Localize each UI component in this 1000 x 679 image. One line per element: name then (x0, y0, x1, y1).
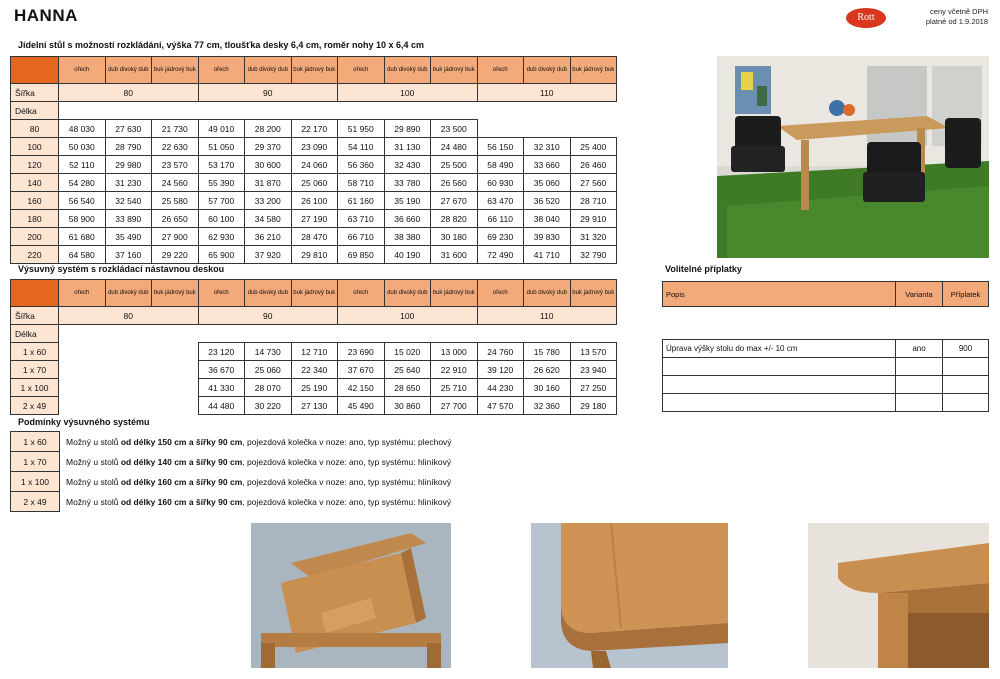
table1-price-cell: 28 200 (245, 120, 292, 138)
table1-price-cell: 48 030 (59, 120, 106, 138)
table2-width-value: 100 (338, 307, 478, 325)
table1-width-label: Šířka (11, 84, 59, 102)
table1-price-cell: 41 710 (524, 246, 571, 264)
table1-wood-header: buk jádrový buk (291, 57, 338, 84)
condition-row (11, 452, 454, 472)
table2-row (11, 397, 617, 415)
table1-length-value: 140 (11, 174, 59, 192)
table1-price-cell: 32 540 (105, 192, 152, 210)
table1-width-value: 110 (477, 84, 617, 102)
table2-wood-header: dub divoký dub (245, 280, 292, 307)
table1-price-cell: 58 490 (477, 156, 524, 174)
table2-price-cell (59, 343, 106, 361)
table2-price-cell: 42 150 (338, 379, 385, 397)
table2-length-value: 2 x 49 (11, 397, 59, 415)
table2-wood-header: dub divoký dub (524, 280, 571, 307)
table1-row (11, 174, 617, 192)
dining-table-price-table (10, 56, 617, 264)
table1-price-cell: 25 500 (431, 156, 478, 174)
table1-price-cell: 63 470 (477, 192, 524, 210)
table1-price-cell: 36 520 (524, 192, 571, 210)
table1-price-cell: 25 400 (570, 138, 617, 156)
condition-row (11, 472, 454, 492)
optional-extras-table (662, 281, 989, 412)
table1-wood-header: dub divoký dub (245, 57, 292, 84)
table1-price-cell: 58 900 (59, 210, 106, 228)
table2-wood-header: buk jádrový buk (431, 280, 478, 307)
table1-price-cell: 69 850 (338, 246, 385, 264)
table1-price-cell: 52 110 (59, 156, 106, 174)
condition-code: 1 x 70 (11, 452, 60, 472)
table1-price-cell: 54 110 (338, 138, 385, 156)
table2-wood-header: ořech (198, 280, 245, 307)
table2-width-label: Šířka (11, 307, 59, 325)
table1-price-cell: 56 150 (477, 138, 524, 156)
table1-row (11, 156, 617, 174)
table2-wood-header: ořech (338, 280, 385, 307)
condition-pre: Možný u stolů (66, 496, 121, 507)
table1-row (11, 192, 617, 210)
condition-pre: Možný u stolů (66, 436, 121, 447)
table2-width-value: 110 (477, 307, 617, 325)
table1-price-cell: 65 900 (198, 246, 245, 264)
table2-price-cell: 25 710 (431, 379, 478, 397)
table2-price-cell: 30 220 (245, 397, 292, 415)
table1-price-cell: 72 490 (477, 246, 524, 264)
table2-price-cell: 27 130 (291, 397, 338, 415)
table1-price-cell: 28 820 (431, 210, 478, 228)
table1-width-value: 100 (338, 84, 478, 102)
table1-price-cell: 33 890 (105, 210, 152, 228)
table1-price-cell: 38 040 (524, 210, 571, 228)
table2-price-cell: 27 700 (431, 397, 478, 415)
table1-price-cell: 37 160 (105, 246, 152, 264)
optional-title: Volitelné příplatky (665, 264, 742, 274)
table2-price-cell: 27 250 (570, 379, 617, 397)
table1-price-cell: 33 200 (245, 192, 292, 210)
table2-wood-header: ořech (59, 280, 106, 307)
table1-price-cell: 29 810 (291, 246, 338, 264)
condition-text (60, 432, 454, 452)
table1-price-cell: 55 390 (198, 174, 245, 192)
opt-header-varianta: Varianta (896, 282, 943, 307)
table1-wood-header: buk jádrový buk (431, 57, 478, 84)
table2-price-cell: 13 000 (431, 343, 478, 361)
table1-price-cell: 27 670 (431, 192, 478, 210)
rott-logo: Rott (846, 8, 886, 28)
table2-price-cell: 23 690 (338, 343, 385, 361)
condition-post: , pojezdová kolečka v noze: ano, typ systému: hliníkový (242, 476, 452, 487)
table2-wood-header: buk jádrový buk (291, 280, 338, 307)
table2-price-cell: 24 760 (477, 343, 524, 361)
prices-note-line-2: platné od 1.9.2018 (925, 17, 988, 26)
table1-wood-header: ořech (477, 57, 524, 84)
table1-price-cell: 30 180 (431, 228, 478, 246)
condition-bold: od délky 160 cm a šířky 90 cm (120, 496, 243, 507)
condition-post: , pojezdová kolečka v noze: ano, typ systému: plechový (242, 436, 452, 447)
table1-row (11, 228, 617, 246)
table1-length-value: 100 (11, 138, 59, 156)
table1-price-cell: 30 600 (245, 156, 292, 174)
table2-price-cell: 14 730 (245, 343, 292, 361)
prices-note (898, 7, 988, 27)
table1-price-cell: 31 130 (384, 138, 431, 156)
conditions-table (10, 431, 454, 512)
table1-price-cell: 29 980 (105, 156, 152, 174)
condition-row (11, 492, 454, 512)
condition-text (60, 492, 454, 512)
table2-price-cell: 32 360 (524, 397, 571, 415)
table1-price-cell (570, 120, 617, 138)
table1-price-cell: 32 430 (384, 156, 431, 174)
table1-price-cell: 58 710 (338, 174, 385, 192)
extension-mechanism-photo (251, 523, 451, 668)
table2-price-cell (59, 379, 106, 397)
table2-wood-header: buk jádrový buk (152, 280, 199, 307)
condition-bold: od délky 160 cm a šířky 90 cm (120, 476, 243, 487)
opt-row (663, 394, 989, 412)
table-corner-photo (808, 523, 989, 668)
table2-price-cell: 13 570 (570, 343, 617, 361)
table1-length-value: 180 (11, 210, 59, 228)
table1-price-cell: 27 630 (105, 120, 152, 138)
table1-wood-header: ořech (198, 57, 245, 84)
table1-price-cell: 50 030 (59, 138, 106, 156)
table1-price-cell: 66 110 (477, 210, 524, 228)
table1-price-cell: 27 190 (291, 210, 338, 228)
table2-width-value: 90 (198, 307, 338, 325)
table1-price-cell: 31 320 (570, 228, 617, 246)
condition-text (60, 452, 454, 472)
table1-wood-header: dub divoký dub (105, 57, 152, 84)
table2-price-cell: 22 340 (291, 361, 338, 379)
opt-variant: ano (896, 340, 943, 358)
table1-price-cell: 56 360 (338, 156, 385, 174)
table1-price-cell: 31 600 (431, 246, 478, 264)
condition-text (60, 472, 454, 492)
table1-price-cell: 51 950 (338, 120, 385, 138)
condition-pre: Možný u stolů (66, 456, 121, 467)
table2-price-cell: 23 940 (570, 361, 617, 379)
opt-price: 900 (943, 340, 989, 358)
table2-price-cell: 23 120 (198, 343, 245, 361)
table1-price-cell: 27 560 (570, 174, 617, 192)
table1-price-cell: 61 680 (59, 228, 106, 246)
condition-code: 1 x 100 (11, 472, 60, 492)
table1-price-cell: 35 490 (105, 228, 152, 246)
condition-post: , pojezdová kolečka v noze: ano, typ systému: hliníkový (242, 496, 452, 507)
table2-price-cell (105, 361, 152, 379)
opt-header-priplatek: Příplatek (943, 282, 989, 307)
table2-length-label: Délka (11, 325, 59, 343)
table2-price-cell: 30 160 (524, 379, 571, 397)
table1-price-cell: 23 570 (152, 156, 199, 174)
table1-length-value: 220 (11, 246, 59, 264)
prices-note-line-1: ceny včetně DPH (930, 7, 988, 16)
table1-wood-header: buk jádrový buk (570, 57, 617, 84)
dining-room-photo (717, 56, 989, 258)
table2-price-cell (152, 379, 199, 397)
table2-price-cell (105, 379, 152, 397)
table1-title: Jídelní stůl s možností rozkládání, výška 77 cm, tloušťka desky 6,4 cm, roměr nohy 10 x 6,4 cm (18, 40, 424, 50)
table2-length-value: 1 x 60 (11, 343, 59, 361)
condition-post: , pojezdová kolečka v noze: ano, typ systému: hliníkový (242, 456, 452, 467)
table2-length-value: 1 x 100 (11, 379, 59, 397)
table2-price-cell: 36 670 (198, 361, 245, 379)
table2-row (11, 379, 617, 397)
table2-price-cell: 30 860 (384, 397, 431, 415)
table1-price-cell: 28 790 (105, 138, 152, 156)
table2-price-cell: 45 490 (338, 397, 385, 415)
table1-price-cell: 40 190 (384, 246, 431, 264)
table2-price-cell: 22 910 (431, 361, 478, 379)
table1-price-cell: 69 230 (477, 228, 524, 246)
table1-price-cell: 31 870 (245, 174, 292, 192)
table1-wood-header: buk jádrový buk (152, 57, 199, 84)
table1-price-cell: 29 220 (152, 246, 199, 264)
condition-bold: od délky 140 cm a šířky 90 cm (120, 456, 243, 467)
table1-price-cell: 23 500 (431, 120, 478, 138)
table1-price-cell: 64 580 (59, 246, 106, 264)
condition-pre: Možný u stolů (66, 476, 121, 487)
table2-width-value: 80 (59, 307, 199, 325)
table1-price-cell: 24 480 (431, 138, 478, 156)
table1-length-value: 200 (11, 228, 59, 246)
table2-price-cell (152, 361, 199, 379)
table2-price-cell: 28 070 (245, 379, 292, 397)
table1-price-cell: 63 710 (338, 210, 385, 228)
table1-wood-header: ořech (59, 57, 106, 84)
table2-row (11, 361, 617, 379)
table2-price-cell: 25 060 (245, 361, 292, 379)
table1-price-cell: 32 310 (524, 138, 571, 156)
opt-row (663, 376, 989, 394)
table1-price-cell: 61 160 (338, 192, 385, 210)
table1-price-cell: 29 890 (384, 120, 431, 138)
table1-length-value: 160 (11, 192, 59, 210)
table2-length-value: 1 x 70 (11, 361, 59, 379)
table1-row (11, 120, 617, 138)
condition-code: 2 x 49 (11, 492, 60, 512)
table1-price-cell: 23 090 (291, 138, 338, 156)
table1-length-label: Délka (11, 102, 59, 120)
conditions-title: Podmínky výsuvného systému (18, 417, 150, 427)
table1-price-cell: 32 790 (570, 246, 617, 264)
table2-price-cell (152, 397, 199, 415)
table2-price-cell: 26 620 (524, 361, 571, 379)
table2-price-cell: 12 710 (291, 343, 338, 361)
table2-price-cell: 15 020 (384, 343, 431, 361)
table1-price-cell: 25 580 (152, 192, 199, 210)
table1-price-cell: 35 060 (524, 174, 571, 192)
table1-price-cell: 35 190 (384, 192, 431, 210)
table2-price-cell (59, 397, 106, 415)
extension-price-table (10, 279, 617, 415)
table1-price-cell: 26 100 (291, 192, 338, 210)
table2-price-cell: 25 640 (384, 361, 431, 379)
table1-price-cell: 27 900 (152, 228, 199, 246)
table1-price-cell: 29 370 (245, 138, 292, 156)
table1-price-cell: 51 050 (198, 138, 245, 156)
table1-wood-header: dub divoký dub (524, 57, 571, 84)
table2-price-cell (105, 397, 152, 415)
table1-price-cell: 37 920 (245, 246, 292, 264)
table1-width-value: 80 (59, 84, 199, 102)
table1-row (11, 138, 617, 156)
table1-price-cell: 54 280 (59, 174, 106, 192)
table1-price-cell: 39 830 (524, 228, 571, 246)
opt-header-popis: Popis (663, 282, 896, 307)
page-title: HANNA (14, 6, 78, 25)
table1-price-cell: 26 460 (570, 156, 617, 174)
table1-price-cell: 49 010 (198, 120, 245, 138)
table1-wood-header: dub divoký dub (384, 57, 431, 84)
table1-wood-header: ořech (338, 57, 385, 84)
table2-price-cell: 15 780 (524, 343, 571, 361)
table2-wood-header: ořech (477, 280, 524, 307)
table1-price-cell: 56 540 (59, 192, 106, 210)
table2-price-cell (59, 361, 106, 379)
condition-code: 1 x 60 (11, 432, 60, 452)
table1-price-cell: 33 660 (524, 156, 571, 174)
table2-wood-header: dub divoký dub (384, 280, 431, 307)
table2-wood-header: buk jádrový buk (570, 280, 617, 307)
table1-price-cell: 36 210 (245, 228, 292, 246)
condition-bold: od délky 150 cm a šířky 90 cm (120, 436, 243, 447)
table1-price-cell (477, 120, 524, 138)
table2-wood-header: dub divoký dub (105, 280, 152, 307)
table2-price-cell: 29 180 (570, 397, 617, 415)
table1-price-cell: 22 170 (291, 120, 338, 138)
table1-price-cell: 33 780 (384, 174, 431, 192)
table1-price-cell: 29 910 (570, 210, 617, 228)
table2-price-cell: 44 230 (477, 379, 524, 397)
opt-row (663, 358, 989, 376)
table1-price-cell: 38 380 (384, 228, 431, 246)
table1-price-cell: 26 650 (152, 210, 199, 228)
opt-desc: Úprava výšky stolu do max +/- 10 cm (663, 340, 896, 358)
table1-price-cell: 34 580 (245, 210, 292, 228)
table1-price-cell: 60 930 (477, 174, 524, 192)
tabletop-edge-photo (531, 523, 728, 668)
table1-price-cell: 22 630 (152, 138, 199, 156)
table1-price-cell: 25 060 (291, 174, 338, 192)
table1-price-cell: 24 560 (152, 174, 199, 192)
opt-row (663, 340, 989, 358)
table1-price-cell: 62 930 (198, 228, 245, 246)
table1-price-cell: 57 700 (198, 192, 245, 210)
table1-price-cell: 60 100 (198, 210, 245, 228)
table1-price-cell: 31 230 (105, 174, 152, 192)
table1-length-value: 80 (11, 120, 59, 138)
table2-price-cell (105, 343, 152, 361)
table1-price-cell: 36 660 (384, 210, 431, 228)
table1-price-cell: 24 060 (291, 156, 338, 174)
table1-length-value: 120 (11, 156, 59, 174)
table2-row (11, 343, 617, 361)
table2-price-cell: 39 120 (477, 361, 524, 379)
table1-price-cell: 28 470 (291, 228, 338, 246)
table1-width-value: 90 (198, 84, 338, 102)
table1-price-cell: 21 730 (152, 120, 199, 138)
table2-price-cell: 25 190 (291, 379, 338, 397)
table1-price-cell (524, 120, 571, 138)
table1-corner (11, 57, 59, 84)
table2-price-cell: 41 330 (198, 379, 245, 397)
table1-price-cell: 53 170 (198, 156, 245, 174)
condition-row (11, 432, 454, 452)
table1-price-cell: 28 710 (570, 192, 617, 210)
table2-price-cell (152, 343, 199, 361)
table1-row (11, 210, 617, 228)
table2-price-cell: 28 650 (384, 379, 431, 397)
table2-corner (11, 280, 59, 307)
table1-price-cell: 66 710 (338, 228, 385, 246)
table1-price-cell: 26 560 (431, 174, 478, 192)
table1-row (11, 246, 617, 264)
table2-price-cell: 37 670 (338, 361, 385, 379)
table2-price-cell: 44 480 (198, 397, 245, 415)
table2-price-cell: 47 570 (477, 397, 524, 415)
table2-title: Výsuvný systém s rozkládací nástavnou deskou (18, 264, 225, 274)
